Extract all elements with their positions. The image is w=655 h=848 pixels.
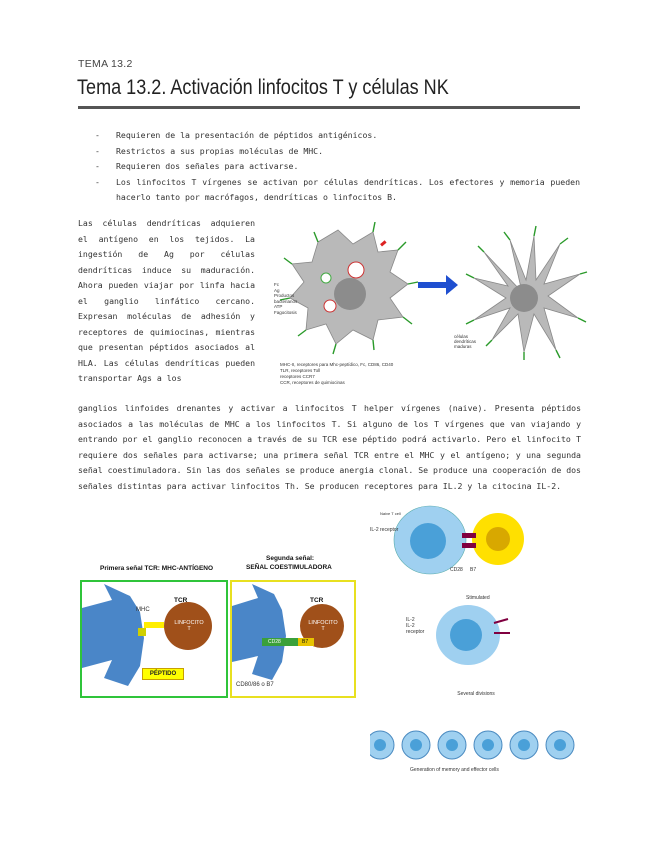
title-divider <box>78 106 580 109</box>
list-item: - Restrictos a sus propias moléculas de MHC. <box>95 144 580 160</box>
lymphocyte-label-2: LINFOCITO T <box>308 620 338 632</box>
il2-receptor-label-2: IL-2 receptor <box>406 623 425 635</box>
peptide-label: PÉPTIDO <box>142 668 184 680</box>
memory-effector-label: Generation of memory and effector cells <box>410 767 499 773</box>
dendritic-maturation-figure <box>274 222 588 394</box>
legend-item: MHC-II, receptores para Mhc-peptídico, Fc, CD86, CD40 <box>280 362 394 367</box>
panel2-frame <box>230 580 356 698</box>
dc-left-labels <box>274 282 302 315</box>
page-title: Tema 13.2. Activación linfocitos T y células NK <box>77 76 449 99</box>
second-signal-panel <box>230 555 356 698</box>
cd28-label-right: CD28 <box>450 567 463 573</box>
stimulated-label: Stimulated <box>466 595 490 601</box>
naive-t-cell-label: Naive T cell <box>380 511 401 516</box>
requirements-list <box>95 128 580 206</box>
mhc-label: MHC <box>136 607 150 613</box>
label-fc: Fc <box>274 282 279 287</box>
panel1-title: Primera señal TCR: MHC-ANTÍGENO <box>100 565 214 572</box>
second-signal-illustration <box>232 582 354 696</box>
activation-illustration <box>370 495 575 785</box>
il2-receptor-label: IL-2 receptor <box>370 527 399 533</box>
maturation-arrow <box>418 275 458 295</box>
paragraph-dendritic-intro: Las células dendríticas adquieren el antígeno en los tejidos. La ingestión de Ag por células dendríticas induce su maduración. Ahora pueden viajar por linfa hacia el ganglio linfático cercano. Expresan moléculas de adhesión y receptores de quimiocinas, mientras que presentan péptidos asociados al HLA. Las células dendríticas pueden transportar Ags a los <box>78 218 255 383</box>
b7-label: B7 <box>302 639 309 645</box>
b7-label-right: B7 <box>470 567 477 573</box>
t-cell-activation-figure <box>370 495 575 785</box>
il2-label: IL-2 <box>406 617 415 623</box>
first-signal-panel <box>80 565 228 698</box>
list-item: - Requieren de la presentación de péptidos antigénicos. <box>95 128 580 144</box>
list-item: - Requieren dos señales para activarse. <box>95 159 580 175</box>
legend-item: receptores CCR7 <box>280 374 315 379</box>
lymphocyte-label: LINFOCITO T <box>174 620 204 632</box>
paragraph-activation: ganglios linfoides drenantes y activar a linfocitos T helper vírgenes (naive). Presenta péptidos asociados a las moléculas de MHC a los linfocitos T. Si alguno de los T vírgenes que van viajando y entrando por el ganglio reconocen a través de su TCR ese péptido podrá activarlo. Pero el linfocito T requiere dos señales para activarse; una primera señal TCR entre el MHC y el antígeno; y una segunda señal coestimuladora. Sin las dos señales se produce anergia clonal. Se produce una cooperación de dos señales distintas para activar linfocitos Th. Se producen receptores para IL.2 y la citocina IL-2. <box>78 403 581 491</box>
vesicle <box>321 273 331 283</box>
vesicle <box>324 300 336 312</box>
label-ag: Ag <box>274 287 280 293</box>
list-item: - Los linfocitos T vírgenes se activan por células dendríticas. Los efectores y memoria pueden hacerlo tanto por macrófagos, dendríticas o linfocitos B. <box>95 175 580 206</box>
tcr-label: TCR <box>174 597 188 604</box>
section-label: TEMA 13.2 <box>78 58 133 70</box>
cd80-86-label: CD80/86 o B7 <box>236 682 274 688</box>
label-atp: ATP <box>274 304 283 309</box>
legend-item: TLR, receptores Toll <box>280 368 321 373</box>
vesicle <box>348 262 364 278</box>
legend-item: CCR, receptores de quimiocinas <box>280 380 345 385</box>
dc-legend <box>280 362 480 386</box>
panel2-subtitle: SEÑAL COESTIMULADORA <box>246 564 332 571</box>
panel2-title: Segunda señal: <box>266 555 315 562</box>
cd28-label: CD28 <box>268 639 281 645</box>
several-divisions-label: Several divisions <box>457 691 495 697</box>
nucleus <box>334 278 366 310</box>
label-bacterial-products: Productos bacterianos <box>274 293 298 304</box>
panel1-frame <box>80 580 228 698</box>
tcr-label-2: TCR <box>310 597 324 604</box>
label-phagocytosis: Fagocitosis <box>274 309 297 315</box>
dc-right-label: células dendríticas maduras <box>454 334 477 349</box>
